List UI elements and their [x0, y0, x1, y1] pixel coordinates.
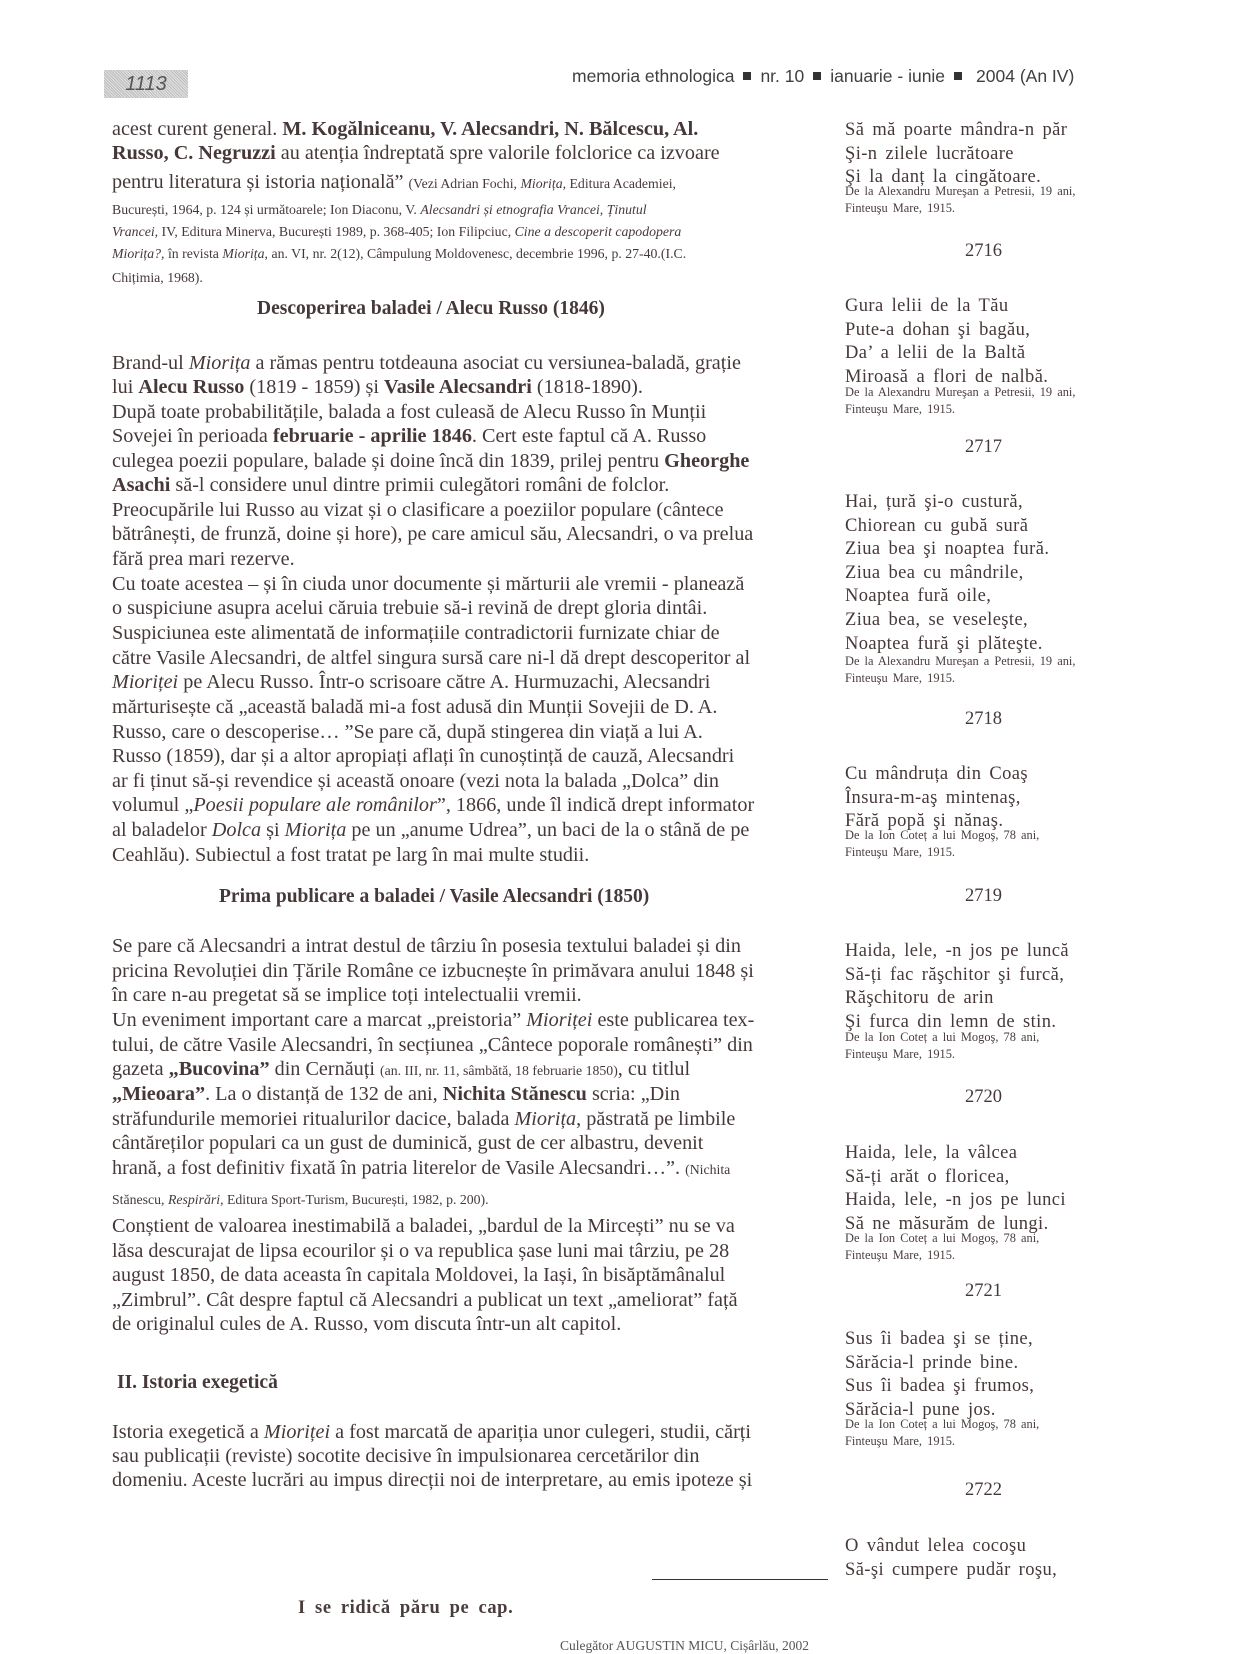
text-line: către Vasile Alecsandri, de altfel singura sursă care ni-l dă drept descoperitor al — [112, 647, 751, 669]
bold-date: februarie - aprilie 1846 — [272, 425, 472, 447]
text-line — [112, 818, 749, 843]
citation-title: Miorița — [222, 246, 265, 261]
verse-number: 2722 — [965, 1480, 1002, 1500]
text-line: tului, de către Vasile Alecsandri, în secțiunea „Cântece poporale românești” din — [112, 1034, 753, 1056]
verse-line: Ziua bea cu mândrile, — [845, 562, 1024, 583]
text-run: ”, 1866, unde îl indică drept informator — [436, 794, 755, 816]
text-run: Istoria exegetică a — [112, 1421, 264, 1443]
text-run: Un eveniment important care a marcat „preistoria” — [112, 1009, 527, 1031]
text-line — [112, 670, 710, 695]
verse-number: 2720 — [965, 1087, 1002, 1107]
verse-source: Finteuşu Mare, 1915. — [845, 401, 955, 416]
text-run: lui — [112, 376, 139, 398]
citation-line — [112, 220, 681, 245]
text-run: pentru literatura și istoria națională” — [112, 171, 409, 193]
verse-line: Hai, țură şi-o custură, — [845, 492, 1023, 512]
chapter-heading: II. Istoria exegetică — [117, 1372, 278, 1393]
verse-source: De la Ion Coteț a lui Mogoş, 78 ani, — [845, 1030, 1040, 1044]
text-line: în care n-au pregetat să se implice toți intelectualii vremii. — [112, 984, 582, 1006]
text-run: hrană, a fost definitiv fixată în patria literelor de Vasile Alecsandri…”. — [112, 1157, 686, 1179]
text-line: cântăreților populari ca un gust de duminică, gust de cer albastru, devenit — [112, 1132, 704, 1154]
verse-line: Să ne măsurăm de lungi. — [845, 1213, 1049, 1234]
text-run: al baladelor — [112, 819, 212, 841]
italic-title: Miorița — [514, 1108, 577, 1130]
verse-line: Să mă poarte mândra-n păr — [845, 120, 1068, 140]
verse-line: Însura-m-aş mintenaş, — [845, 787, 1021, 808]
verse-source: Finteuşu Mare, 1915. — [845, 670, 955, 685]
citation: (an. III, nr. 11, sâmbătă, 18 februarie 1850) — [380, 1063, 618, 1078]
citation: Stănescu, — [112, 1192, 168, 1207]
text-line: Preocupările lui Russo au vizat și o clasificare a poeziilor populare (cântece — [112, 499, 724, 521]
collector-credit: Culegător AUGUSTIN MICU, Cișârlău, 2002 — [560, 1638, 809, 1653]
text-line — [112, 449, 749, 474]
verse-line: Pute-a dohan şi bagău, — [845, 319, 1031, 340]
text-run: străfundurile memoriei ritualurilor dacice, balada — [112, 1108, 515, 1130]
italic-title: Mioriței — [263, 1421, 331, 1443]
verse-source: Finteuşu Mare, 1915. — [845, 200, 955, 215]
page-number: 1113 — [104, 70, 188, 98]
square-bullet-icon — [743, 72, 751, 80]
text-line: Cu toate acestea – și în ciuda unor documente și mărturii ale vremii - planează — [112, 573, 745, 595]
bold-title: „Mieoara” — [112, 1083, 206, 1105]
italic-title: Mioriței — [526, 1009, 593, 1031]
citation-title: Vrancei — [112, 224, 155, 239]
citation: , Editura Sport-Turism, București, 1982, p. 200). — [220, 1192, 489, 1207]
italic-title: Miorița — [188, 352, 251, 374]
verse-source: De la Ion Coteț a lui Mogoş, 78 ani, — [845, 828, 1040, 842]
text-run: a rămas pentru totdeauna asociat cu versiunea-baladă, grație — [250, 352, 741, 374]
verse-line: Ziua bea, se veseleşte, — [845, 610, 1029, 630]
citation-title: Cine a descoperit capodopera — [514, 224, 682, 239]
text-line — [112, 141, 720, 166]
verse-source: De la Alexandru Mureşan a Petresii, 19 ani, — [845, 184, 1076, 198]
verse-line: Sărăcia-l pune jos. — [845, 1399, 996, 1420]
bold-name: Gheorghe — [664, 450, 750, 472]
text-run: este publicarea tex- — [592, 1009, 755, 1031]
verse-source: Finteuşu Mare, 1915. — [845, 1247, 955, 1262]
citation: , IV, Editura Minerva, București 1989, p. 368-405; Ion Filipciuc, — [154, 224, 515, 239]
verse-line: Să-şi cumpere pudăr roşu, — [845, 1559, 1058, 1580]
text-line — [112, 793, 754, 818]
bottom-verse-title: I se ridică păru pe cap. — [298, 1598, 514, 1618]
text-line — [112, 473, 669, 498]
text-line: mărturisește că „această baladă mi-a fost adusă din Munții Sovejii de D. A. — [112, 696, 718, 718]
verse-line: Sărăcia-l prinde bine. — [845, 1352, 1019, 1373]
text-line — [112, 1420, 751, 1445]
text-line — [112, 1107, 735, 1132]
italic-title: Dolca — [211, 819, 262, 841]
section-heading: Descoperirea baladei / Alecu Russo (1846) — [257, 298, 605, 319]
text-line — [112, 1057, 690, 1084]
verse-line: Noaptea fură şi plăteşte. — [845, 633, 1043, 654]
bold-names: M. Kogălniceanu, V. Alecsandri, N. Bălcescu, Al. — [282, 118, 699, 140]
text-run: Sovejei în perioada — [112, 425, 273, 447]
citation: în revista — [164, 246, 223, 261]
text-run: volumul „ — [112, 794, 194, 816]
text-line: o suspiciune asupra acelui căruia trebuie să-i revină de drept gloria dintâi. — [112, 597, 708, 619]
running-head — [572, 66, 1074, 87]
verse-number: 2719 — [965, 886, 1002, 906]
text-line: „Zimbrul”. Cât despre faptul că Alecsandri a publicat un text „ameliorat” față — [112, 1289, 738, 1311]
text-line: lăsa descurajat de lipsa ecourilor și o va republica șase luni mai târziu, pe 28 — [112, 1240, 730, 1262]
italic-title: Miorița — [284, 819, 347, 841]
verse-number: 2721 — [965, 1281, 1002, 1301]
text-line: Se pare că Alecsandri a intrat destul de târziu în posesia textului baladei și din — [112, 935, 741, 957]
text-run: și — [261, 819, 285, 841]
square-bullet-icon — [813, 72, 821, 80]
issue-number: nr. 10 — [760, 66, 805, 86]
text-line: sau publicații (reviste) socotite decisive în impulsionarea cercetărilor din — [112, 1445, 700, 1467]
text-run: a fost marcată de apariția unor culegeri, studii, cărți — [330, 1421, 752, 1443]
verse-source: De la Alexandru Mureşan a Petresii, 19 ani, — [845, 385, 1076, 399]
bold-title: „Bucovina” — [168, 1058, 270, 1080]
verse-line: Haida, lele, -n jos pe luncă — [845, 941, 1069, 961]
verse-source: Finteuşu Mare, 1915. — [845, 1433, 955, 1448]
issue-period: ianuarie - iunie — [830, 66, 946, 86]
citation-title: Miorița?, — [112, 246, 165, 261]
verse-source: De la Ion Coteț a lui Mogoş, 78 ani, — [845, 1417, 1040, 1431]
issue-year: 2004 (An IV) — [976, 66, 1075, 86]
citation: , an. VI, nr. 2(12), Câmpulung Moldovenesc, decembrie 1996, p. 27-40.(I.C. — [264, 246, 687, 261]
verse-line: Cu mândruța din Coaş — [845, 764, 1028, 784]
text-line: fără prea mari rezerve. — [112, 548, 295, 570]
text-line: august 1850, de data aceasta în capitala Moldovei, la Iași, în bisăptămânalul — [112, 1264, 726, 1286]
citation-title: Miorița — [520, 176, 563, 191]
text-line: Ceahlău). Subiectul a fost tratat pe larg în mai multe studii. — [112, 844, 590, 866]
bold-name: Alecu Russo — [138, 376, 245, 398]
verse-line: Chiorean cu gubă sură — [845, 515, 1029, 536]
citation-title: Respirări — [167, 1192, 221, 1207]
verse-line: Şi la danț la cingătoare. — [845, 167, 1042, 188]
citation: București, 1964, p. 124 și următoarele; Ion Diaconu, V. — [112, 202, 421, 217]
text-run: , păstrată pe limbile — [576, 1108, 736, 1130]
journal-title: memoria ethnologica — [572, 66, 735, 86]
citation: , Editura Academiei, — [562, 176, 677, 191]
text-line — [112, 1008, 754, 1033]
text-line — [112, 1082, 680, 1107]
text-line — [112, 170, 676, 197]
text-run: gazeta — [112, 1058, 169, 1080]
text-line: ar fi ținut să-și revendice și această onoare (vezi nota la balada „Dolca” din — [112, 770, 720, 792]
text-run: să-l considere unul dintre primii culegători români de folclor. — [170, 474, 670, 496]
separator-rule — [652, 1579, 828, 1580]
bold-name: Nichita Stănescu — [442, 1083, 587, 1105]
verse-source: Finteuşu Mare, 1915. — [845, 844, 955, 859]
verse-number: 2718 — [965, 709, 1002, 729]
citation: (Vezi Adrian Fochi, — [408, 176, 521, 191]
verse-line: Miroasă a flori de nalbă. — [845, 366, 1049, 387]
text-run: culegea poezii populare, balade și doine încă din 1839, prilej pentru — [112, 450, 665, 472]
citation-line — [112, 242, 686, 267]
citation: Chițimia, 1968). — [112, 270, 203, 285]
text-run: din Cernăuți — [269, 1058, 381, 1080]
square-bullet-icon — [954, 72, 962, 80]
text-run: . Cert este faptul că A. Russo — [471, 425, 707, 447]
text-line: pricina Revoluției din Țările Române ce izbucnește în primăvara anului 1848 și — [112, 960, 754, 982]
verse-line: Să-ți fac răşchitor şi furcă, — [845, 964, 1065, 985]
text-line: Suspiciunea este alimentată de informațiile contradictorii furnizate chiar de — [112, 622, 720, 644]
verse-line: Da’ a lelii de la Baltă — [845, 343, 1026, 364]
text-line: Conștient de valoarea inestimabilă a baladei, „bardul de la Mircești” nu se va — [112, 1215, 735, 1237]
verse-number: 2717 — [965, 437, 1002, 457]
verse-line: Sus îi badea şi se ține, — [845, 1329, 1033, 1349]
verse-line: Răşchitoru de arin — [845, 988, 994, 1009]
citation: (Nichita — [685, 1162, 731, 1177]
text-run: au atenția îndreptată spre valorile folclorice ca izvoare — [275, 142, 720, 164]
verse-line: O vândut lelea cocoşu — [845, 1536, 1027, 1556]
text-line — [112, 424, 706, 449]
citation-line — [112, 266, 203, 291]
text-run: acest curent general. — [112, 118, 283, 140]
text-line — [112, 117, 698, 142]
verse-line: Fără popă şi nănaş. — [845, 811, 1004, 832]
verse-line: Haida, lele, la vâlcea — [845, 1143, 1018, 1163]
verse-number: 2716 — [965, 241, 1002, 261]
text-line — [112, 1156, 730, 1183]
text-line: După toate probabilitățile, balada a fost culeasă de Alecu Russo în Munții — [112, 401, 707, 423]
verse-line: Gura lelii de la Tău — [845, 296, 1009, 316]
text-run: (1819 - 1859) și — [244, 376, 384, 398]
text-line — [112, 375, 643, 400]
bold-name: Vasile Alecsandri — [383, 376, 532, 398]
verse-line: Noaptea fură oile, — [845, 586, 992, 607]
text-run: , cu titlul — [617, 1058, 691, 1080]
verse-source: De la Alexandru Mureşan a Petresii, 19 ani, — [845, 654, 1076, 668]
verse-line: Ziua bea şi noaptea fură. — [845, 539, 1050, 560]
section-heading: Prima publicare a baladei / Vasile Alecsandri (1850) — [219, 886, 650, 907]
text-line: Russo, care o descoperise… ”Se pare că, după stingerea din viață a lui A. — [112, 721, 703, 743]
text-run: scria: „Din — [586, 1083, 680, 1105]
verse-source: De la Ion Coteț a lui Mogoş, 78 ani, — [845, 1231, 1040, 1245]
text-run: (1818-1890). — [531, 376, 643, 398]
verse-line: Şi furca din lemn de stin. — [845, 1011, 1057, 1032]
text-line: domeniu. Aceste lucrări au impus direcții noi de interpretare, au emis ipoteze și — [112, 1469, 753, 1491]
italic-title: Poesii populare ale românilor — [193, 794, 437, 816]
citation-line — [112, 198, 647, 223]
citation-line — [112, 1188, 489, 1213]
bold-name: Asachi — [112, 474, 171, 496]
text-line: Russo (1859), dar și a altor apropiați aflați în cunoștință de cauză, Alecsandri — [112, 745, 735, 767]
verse-source: Finteuşu Mare, 1915. — [845, 1046, 955, 1061]
citation-title: Alecsandri și etnografia Vrancei, Ținutul — [420, 202, 647, 217]
text-run: pe un „anume Udrea”, un baci de la o stână de pe — [346, 819, 750, 841]
verse-line: Sus îi badea şi frumos, — [845, 1376, 1035, 1397]
verse-line: Şi-n zilele lucrătoare — [845, 143, 1014, 164]
verse-line: Haida, lele, -n jos pe lunci — [845, 1190, 1066, 1211]
bold-names: Russo, C. Negruzzi — [112, 142, 276, 164]
text-line: de originalul cules de A. Russo, vom discuta într-un alt capitol. — [112, 1313, 622, 1335]
text-run: Brand-ul — [112, 352, 189, 374]
italic-title: Mioriței — [112, 671, 179, 693]
text-run: . La o distanță de 132 de ani, — [205, 1083, 443, 1105]
text-line — [112, 351, 741, 376]
text-line: bătrânești, de frunză, doine și hore), pe care amicul său, Alecsandri, o va prelua — [112, 523, 754, 545]
verse-line: Să-ți arăt o floricea, — [845, 1166, 1010, 1187]
text-run: pe Alecu Russo. Într-o scrisoare către A. Hurmuzachi, Alecsandri — [178, 671, 711, 693]
